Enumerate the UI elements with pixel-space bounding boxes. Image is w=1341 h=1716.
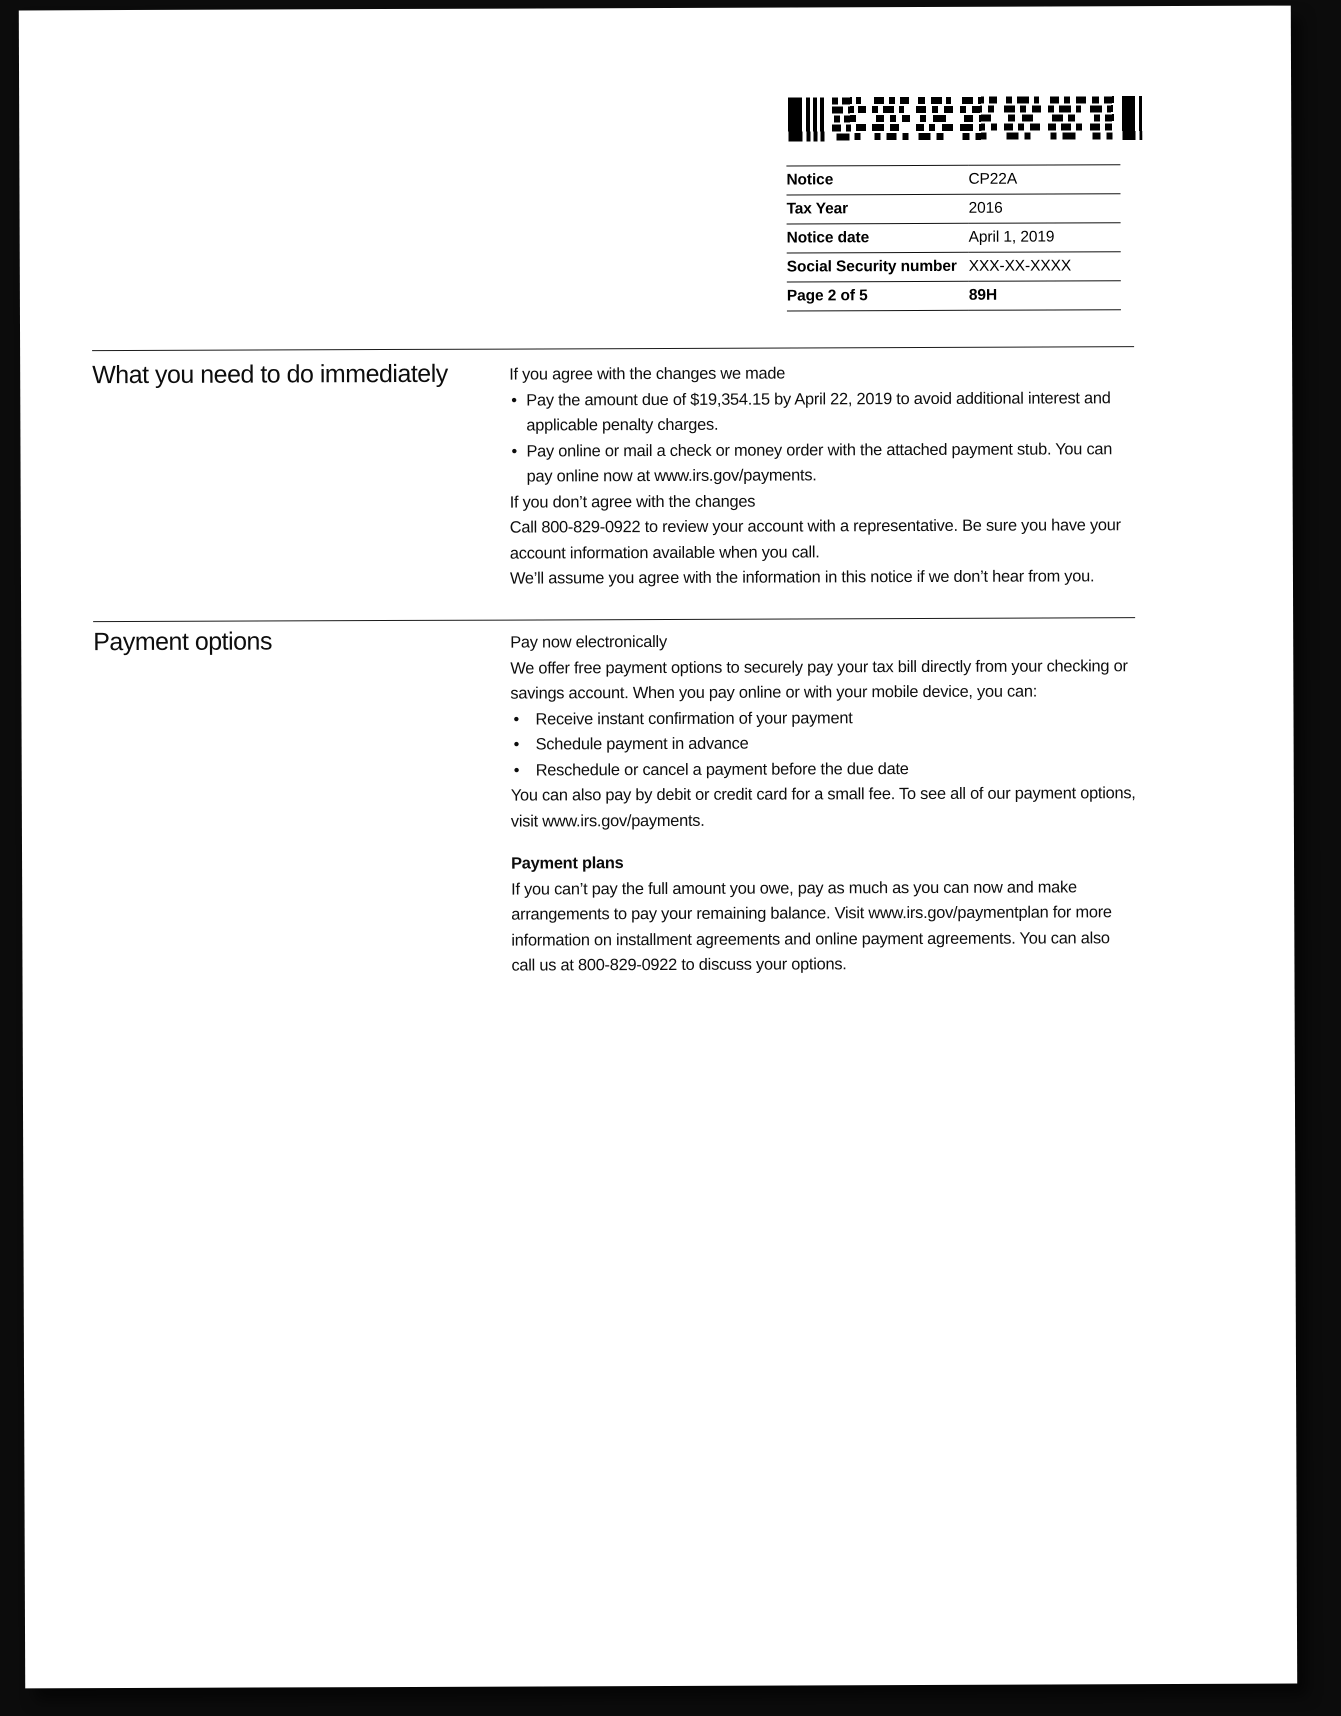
- electronic-benefits-list: [510, 705, 1135, 784]
- info-key: Social Security number: [786, 257, 957, 276]
- info-value: April 1, 2019: [968, 228, 1055, 246]
- payment-plans-heading: Payment plans: [511, 854, 624, 873]
- list-item: • Pay the amount due of $19,354.15 by April 22, 2019 to avoid additional interest and applicable penalty charges.: [509, 386, 1134, 439]
- notice-header: [764, 94, 1145, 311]
- section-body-payment-options: [510, 628, 1136, 979]
- barcode-icon: [786, 94, 1142, 143]
- disagree-body: Call 800-829-0922 to review your account with a representative. Be sure you have your account information available when you call.: [509, 516, 1121, 563]
- assume-agreement-line: We’ll assume you agree with the information in this notice if we don’t hear from you.: [509, 567, 1095, 588]
- notice-info-table: [786, 164, 1121, 311]
- disagree-heading: If you don’t agree with the changes: [509, 492, 756, 512]
- info-value: CP22A: [968, 170, 1018, 188]
- agree-bullet-list: [509, 386, 1134, 490]
- table-row: [787, 281, 1121, 311]
- list-item: • Pay online or mail a check or money order with the attached payment stub. You can pay online now at www.irs.gov/payments.: [509, 437, 1134, 490]
- info-key: Notice: [786, 171, 834, 189]
- section-title-payment-options: Payment options: [93, 627, 272, 657]
- pay-electronically-body: We offer free payment options to securely pay your tax bill directly from your checking or savings account. When you pay online or with your mobile device, you can:: [510, 656, 1128, 703]
- info-key: Tax Year: [786, 200, 849, 218]
- list-item: • Schedule payment in advance: [511, 730, 1136, 758]
- table-row: [786, 194, 1120, 224]
- notice-page: [19, 6, 1297, 1689]
- page-indicator: Page 2 of 5: [786, 287, 868, 305]
- section-divider: [93, 617, 1135, 622]
- section-divider: [92, 346, 1134, 351]
- payment-plans-body: If you can’t pay the full amount you owe, pay as much as you can now and make arrangements to pay your remaining balance. Visit www.irs.gov/paymentplan for more information on installment agreements and online payment agreements. You can also call us at 800-829-0922 to discuss your options.: [511, 877, 1112, 975]
- pay-electronically-heading: Pay now electronically: [510, 632, 667, 652]
- section-body-what-to-do: [509, 360, 1135, 592]
- table-row: [787, 252, 1121, 282]
- table-row: [787, 223, 1121, 253]
- section-title-what-to-do: What you need to do immediately: [92, 359, 448, 390]
- list-item: • Receive instant confirmation of your payment: [510, 705, 1135, 733]
- info-value: 2016: [968, 199, 1003, 217]
- info-value: XXX-XX-XXXX: [968, 257, 1072, 275]
- info-key: Notice date: [786, 229, 870, 247]
- notice-code: 89H: [968, 286, 998, 304]
- table-row: [786, 165, 1120, 195]
- card-payment-body: You can also pay by debit or credit card for a small fee. To see all of our payment options, visit www.irs.gov/payments.: [510, 784, 1136, 831]
- list-item: • Reschedule or cancel a payment before the due date: [511, 756, 1136, 784]
- agree-heading: If you agree with the changes we made: [509, 364, 786, 384]
